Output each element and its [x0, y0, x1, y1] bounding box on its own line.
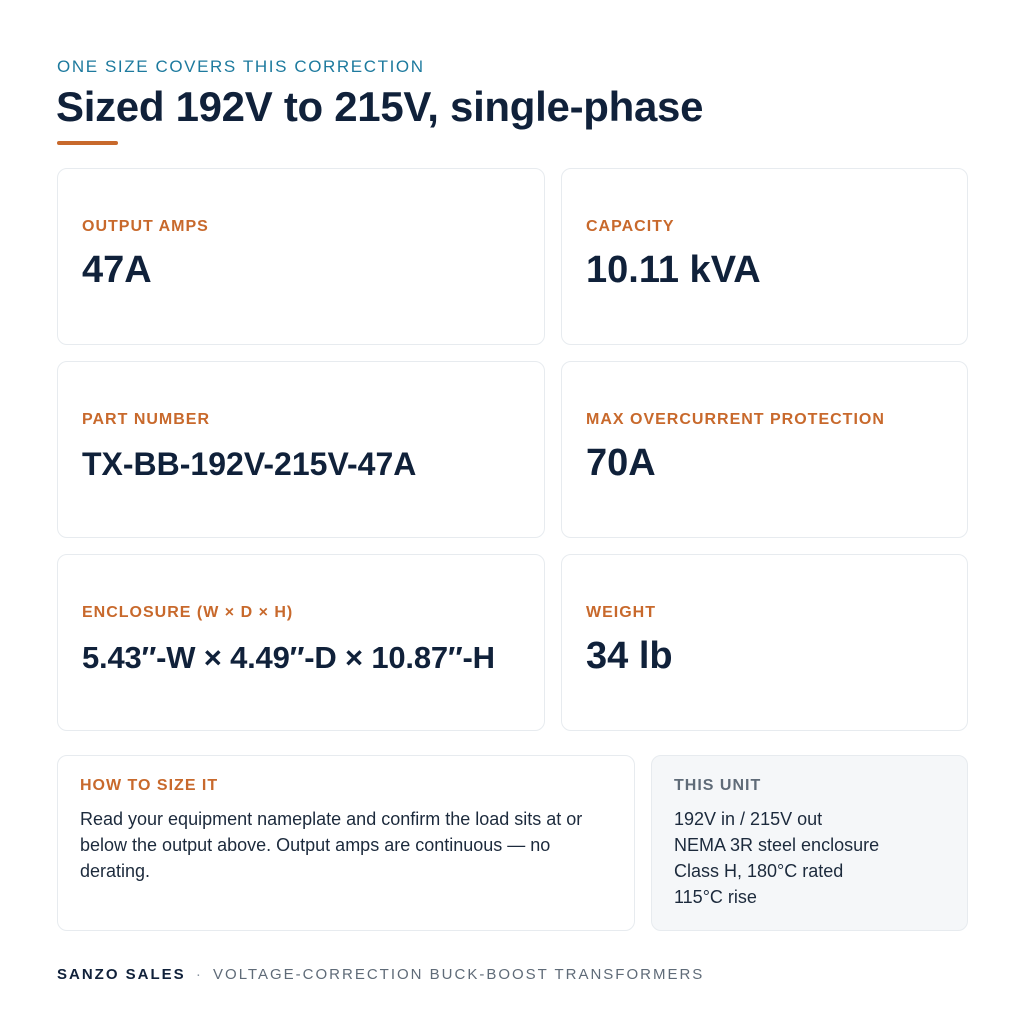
footer-separator: · [195, 966, 203, 983]
page-title: Sized 192V to 215V, single-phase [56, 83, 704, 130]
how-to-size-label: HOW TO SIZE IT [80, 777, 219, 794]
spec-label: PART NUMBER [82, 411, 211, 428]
spec-card-output-amps [57, 168, 545, 345]
how-to-size-card [57, 755, 635, 931]
spec-label: WEIGHT [586, 604, 656, 621]
eyebrow-label: ONE SIZE COVERS THIS CORRECTION [57, 57, 425, 76]
spec-value: TX-BB-192V-215V-47A [82, 446, 417, 482]
spec-card-weight [561, 554, 968, 731]
spec-label: OUTPUT AMPS [82, 218, 209, 235]
this-unit-list [674, 806, 879, 910]
how-to-size-body: Read your equipment nameplate and confirm the load sits at or below the output above. Output amps are continuous — no derating. [80, 809, 583, 881]
this-unit-card [651, 755, 968, 931]
spec-card-part-number [57, 361, 545, 538]
footer-tagline: VOLTAGE-CORRECTION BUCK-BOOST TRANSFORMERS [213, 966, 705, 983]
title-accent-rule [57, 141, 118, 145]
spec-value: 5.43″-W × 4.49″-D × 10.87″-H [82, 640, 495, 675]
spec-value: 10.11 kVA [586, 249, 761, 291]
spec-card-max-overcurrent [561, 361, 968, 538]
list-item: 115°C rise [674, 887, 757, 907]
list-item: Class H, 180°C rated [674, 861, 844, 881]
spec-value: 34 lb [586, 635, 673, 677]
this-unit-label: THIS UNIT [674, 777, 762, 794]
list-item: NEMA 3R steel enclosure [674, 835, 880, 855]
spec-value: 70A [586, 442, 656, 484]
footer-brand: SANZO SALES [57, 966, 186, 983]
spec-card-capacity [561, 168, 968, 345]
spec-label: ENCLOSURE (W × D × H) [82, 604, 294, 621]
footer [57, 966, 704, 983]
spec-value: 47A [82, 249, 152, 291]
spec-label: CAPACITY [586, 218, 675, 235]
list-item: 192V in / 215V out [674, 809, 823, 829]
spec-card-enclosure [57, 554, 545, 731]
spec-label: MAX OVERCURRENT PROTECTION [586, 411, 885, 428]
